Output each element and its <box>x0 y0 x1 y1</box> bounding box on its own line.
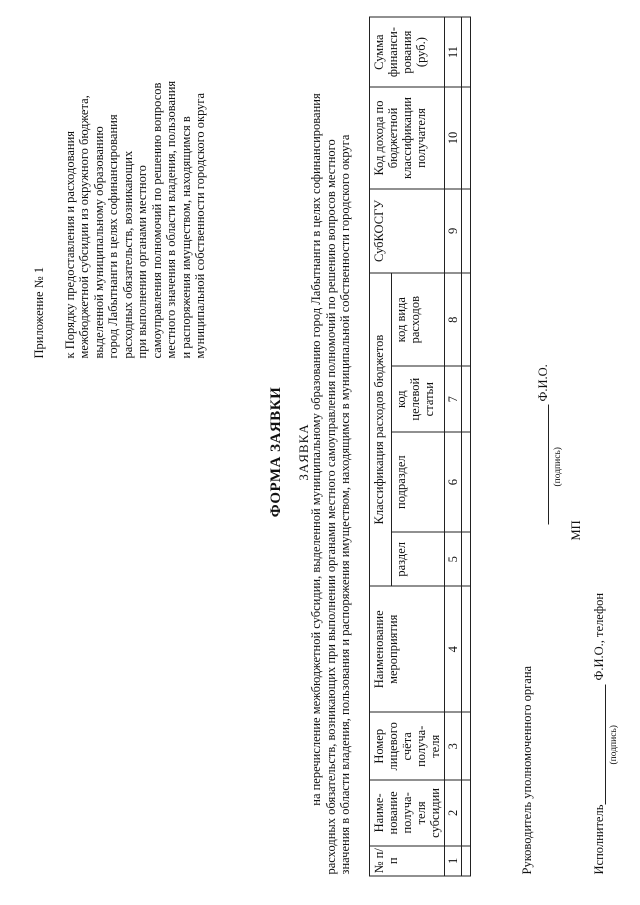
header-num: № п/п <box>370 846 445 876</box>
empty-cell <box>462 780 471 845</box>
column-number: 2 <box>445 780 462 845</box>
table-empty-row <box>462 17 471 876</box>
empty-cell <box>462 366 471 431</box>
head-signature-hint: (подпись) <box>553 447 563 487</box>
empty-cell <box>462 586 471 712</box>
request-table <box>369 17 471 877</box>
header-expense-type: код вида расходов <box>391 273 444 367</box>
empty-cell <box>462 189 471 273</box>
empty-cell <box>462 532 471 586</box>
head-signature-line <box>548 405 549 525</box>
table-column-number-row <box>445 17 462 876</box>
executor-signature-line <box>605 685 606 805</box>
head-label: Руководитель уполномоченного органа <box>520 665 534 875</box>
executor-label: Исполнитель <box>592 804 606 875</box>
appendix-line: муниципальной собственности городского округа <box>193 92 207 359</box>
appendix-block <box>32 19 208 359</box>
appendix-line: выделенной муниципальному образованию <box>91 126 106 359</box>
empty-cell <box>462 273 471 367</box>
appendix-line: самоуправления полномочий по решению вопросов <box>149 82 164 359</box>
header-target-code: код целевой статьи <box>391 366 444 431</box>
header-subsection: подраздел <box>391 432 444 533</box>
appendix-line: расходных обязательств, возникающих <box>120 150 135 359</box>
head-fio: Ф.И.О. <box>536 364 550 402</box>
header-income-code: Код дохода по бюджетной классификации получателя <box>370 87 445 189</box>
request-line: расходных обязательств, возникающих при выполнении органами местного самоуправления полномочий по решению вопросов местного <box>323 139 338 875</box>
request-line: на перечисление межбюджетной субсидии, выделенной муниципальному образованию город Лабытнанги в целях софинансирования <box>309 93 323 806</box>
stamp-mark: МП <box>569 520 583 541</box>
column-number: 7 <box>445 366 462 431</box>
appendix-line: местного значения в области владения, пользования <box>164 80 178 359</box>
appendix-line: и распоряжения имуществом, находящимся в <box>178 116 193 359</box>
appendix-line: к Порядку предоставления и расходования <box>62 130 77 359</box>
column-number: 3 <box>445 712 462 780</box>
executor-fio: Ф.И.О., телефон <box>592 592 606 681</box>
table-header-row <box>370 17 392 876</box>
request-line: значения в области владения, пользования и распоряжения имуществом, находящимся в муниципальной собственности городского округа <box>338 134 352 875</box>
form-heading: ФОРМА ЗАЯВКИ <box>268 386 284 518</box>
appendix-line: межбюджетной субсидии из окружного бюджета, <box>77 95 91 359</box>
header-classification: Классификация расходов бюджетов <box>370 273 392 586</box>
column-number: 8 <box>445 273 462 367</box>
column-number: 5 <box>445 532 462 586</box>
executor-signature-hint: (подпись) <box>609 725 619 765</box>
column-number: 1 <box>445 846 462 876</box>
empty-cell <box>462 846 471 876</box>
column-number: 10 <box>445 87 462 189</box>
appendix-title: Приложение № 1 <box>32 266 46 359</box>
header-kosgu: СубКОСГУ <box>370 189 445 273</box>
header-recipient: Наиме- нование получа- теля субсидии <box>370 780 445 845</box>
empty-cell <box>462 432 471 533</box>
column-number: 11 <box>445 17 462 87</box>
appendix-line: город Лабытнанги в целях софинансирования <box>106 114 120 359</box>
header-amount: Сумма финанси- рования (руб.) <box>370 17 445 87</box>
column-number: 9 <box>445 189 462 273</box>
empty-cell <box>462 87 471 189</box>
request-description <box>309 25 353 875</box>
header-section: раздел <box>391 532 444 586</box>
empty-cell <box>462 17 471 87</box>
appendix-line: при выполнении органами местного <box>135 165 149 359</box>
column-number: 6 <box>445 432 462 533</box>
header-event: Наименование мероприятия <box>370 586 445 712</box>
header-account: Номер лицевого счёта получа- теля <box>370 712 445 780</box>
request-title: ЗАЯВКА <box>296 423 311 481</box>
column-number: 4 <box>445 586 462 712</box>
empty-cell <box>462 712 471 780</box>
